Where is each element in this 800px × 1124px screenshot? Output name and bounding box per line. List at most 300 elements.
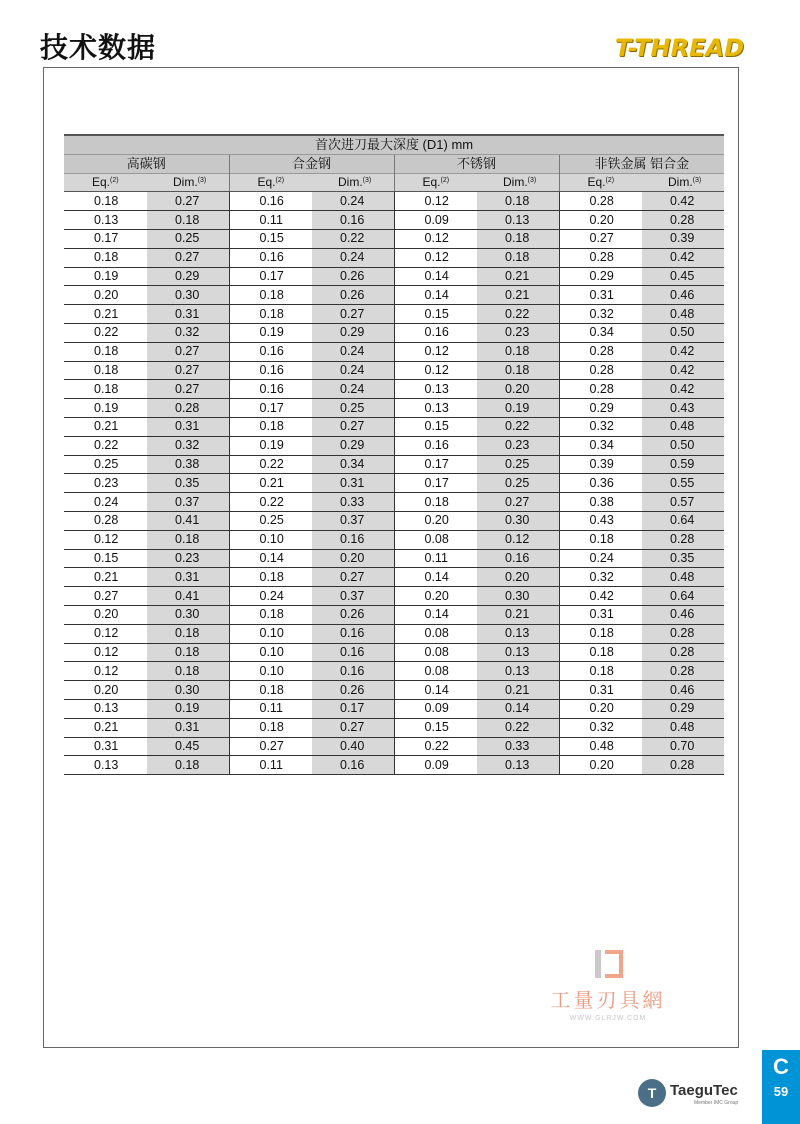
table-row (64, 436, 724, 455)
dim-cell: 0.16 (312, 756, 394, 775)
dim-cell: 0.30 (147, 681, 229, 700)
eq-cell: 0.17 (64, 229, 147, 248)
eq-cell: 0.22 (394, 737, 477, 756)
eq-cell: 0.16 (229, 342, 312, 361)
eq-cell: 0.16 (229, 192, 312, 211)
taegutec-emblem-icon: T (638, 1079, 666, 1107)
table-row (64, 662, 724, 681)
table-row (64, 681, 724, 700)
eq-note: (2) (275, 176, 285, 184)
watermark-url: WWW.GLRJW.COM (569, 1015, 647, 1022)
eq-cell: 0.27 (64, 587, 147, 606)
dim-cell: 0.27 (147, 248, 229, 267)
material-header: 合金钢 (229, 154, 394, 173)
table-row (64, 737, 724, 756)
eq-cell: 0.32 (559, 568, 642, 587)
table-row (64, 624, 724, 643)
dim-cell: 0.64 (642, 587, 724, 606)
dim-cell: 0.42 (642, 248, 724, 267)
eq-cell: 0.10 (229, 662, 312, 681)
eq-cell: 0.14 (394, 267, 477, 286)
eq-note: (2) (605, 176, 615, 184)
dim-cell: 0.30 (477, 587, 559, 606)
dim-cell: 0.32 (147, 323, 229, 342)
material-header: 非铁金属 铝合金 (559, 154, 724, 173)
eq-cell: 0.09 (394, 699, 477, 718)
depth-table (64, 134, 724, 775)
dim-cell: 0.18 (147, 624, 229, 643)
dim-cell: 0.23 (477, 436, 559, 455)
eq-cell: 0.31 (559, 286, 642, 305)
table-row (64, 417, 724, 436)
dim-cell: 0.26 (312, 681, 394, 700)
eq-cell: 0.13 (394, 399, 477, 418)
eq-subheader (394, 173, 477, 192)
eq-cell: 0.08 (394, 662, 477, 681)
table-row (64, 455, 724, 474)
table-row (64, 605, 724, 624)
eq-cell: 0.20 (559, 211, 642, 230)
eq-cell: 0.18 (559, 530, 642, 549)
eq-cell: 0.16 (394, 436, 477, 455)
eq-cell: 0.20 (394, 587, 477, 606)
dim-cell: 0.42 (642, 342, 724, 361)
eq-subheader (229, 173, 312, 192)
eq-cell: 0.14 (229, 549, 312, 568)
eq-cell: 0.28 (559, 342, 642, 361)
dim-subheader (312, 173, 394, 192)
table-row (64, 718, 724, 737)
material-header: 高碳钢 (64, 154, 229, 173)
eq-cell: 0.24 (229, 587, 312, 606)
table-row (64, 211, 724, 230)
dim-cell: 0.33 (477, 737, 559, 756)
dim-cell: 0.18 (147, 211, 229, 230)
dim-cell: 0.27 (147, 192, 229, 211)
eq-cell: 0.18 (559, 624, 642, 643)
eq-cell: 0.18 (64, 342, 147, 361)
page-title: 技术数据 (40, 31, 157, 64)
eq-cell: 0.27 (229, 737, 312, 756)
table-row (64, 530, 724, 549)
eq-cell: 0.12 (394, 192, 477, 211)
dim-cell: 0.21 (477, 605, 559, 624)
dim-cell: 0.28 (642, 643, 724, 662)
dim-cell: 0.22 (477, 718, 559, 737)
eq-cell: 0.12 (64, 624, 147, 643)
eq-cell: 0.48 (559, 737, 642, 756)
eq-cell: 0.18 (229, 568, 312, 587)
dim-cell: 0.29 (312, 436, 394, 455)
page-number: 59 (773, 1084, 789, 1099)
dim-cell: 0.25 (147, 229, 229, 248)
table-row (64, 511, 724, 530)
watermark-name: 工量刃具網 (550, 988, 666, 1012)
eq-cell: 0.23 (64, 474, 147, 493)
eq-cell: 0.21 (64, 417, 147, 436)
eq-cell: 0.21 (229, 474, 312, 493)
eq-cell: 0.14 (394, 568, 477, 587)
dim-label: Dim. (668, 174, 693, 189)
taegutec-subtitle: Member IMC Group (694, 1100, 739, 1106)
dim-cell: 0.42 (642, 380, 724, 399)
eq-cell: 0.19 (229, 323, 312, 342)
eq-cell: 0.24 (64, 493, 147, 512)
dim-label: Dim. (503, 174, 528, 189)
eq-cell: 0.24 (559, 549, 642, 568)
dim-cell: 0.20 (312, 549, 394, 568)
eq-cell: 0.21 (64, 718, 147, 737)
dim-cell: 0.29 (147, 267, 229, 286)
dim-cell: 0.16 (312, 530, 394, 549)
table-row (64, 305, 724, 324)
dim-cell: 0.26 (312, 605, 394, 624)
eq-cell: 0.39 (559, 455, 642, 474)
dim-cell: 0.48 (642, 718, 724, 737)
eq-cell: 0.10 (229, 624, 312, 643)
dim-cell: 0.31 (147, 417, 229, 436)
dim-cell: 0.42 (642, 192, 724, 211)
table-row (64, 342, 724, 361)
eq-cell: 0.18 (394, 493, 477, 512)
dim-cell: 0.20 (477, 380, 559, 399)
dim-cell: 0.18 (147, 530, 229, 549)
dim-cell: 0.31 (147, 568, 229, 587)
eq-cell: 0.20 (394, 511, 477, 530)
table-caption: 首次进刀最大深度 (D1) mm (64, 135, 724, 154)
dim-cell: 0.35 (147, 474, 229, 493)
eq-cell: 0.18 (559, 662, 642, 681)
eq-cell: 0.09 (394, 756, 477, 775)
dim-cell: 0.22 (477, 305, 559, 324)
eq-note: (2) (440, 176, 450, 184)
eq-cell: 0.18 (64, 361, 147, 380)
dim-cell: 0.26 (312, 286, 394, 305)
dim-cell: 0.14 (477, 699, 559, 718)
dim-cell: 0.27 (312, 417, 394, 436)
dim-cell: 0.59 (642, 455, 724, 474)
dim-cell: 0.13 (477, 756, 559, 775)
eq-cell: 0.18 (64, 380, 147, 399)
eq-cell: 0.16 (229, 361, 312, 380)
eq-cell: 0.20 (64, 681, 147, 700)
table-row (64, 399, 724, 418)
eq-cell: 0.08 (394, 643, 477, 662)
dim-cell: 0.45 (642, 267, 724, 286)
dim-cell: 0.22 (312, 229, 394, 248)
dim-cell: 0.31 (147, 305, 229, 324)
table-row (64, 493, 724, 512)
dim-cell: 0.22 (477, 417, 559, 436)
eq-cell: 0.16 (229, 380, 312, 399)
eq-cell: 0.09 (394, 211, 477, 230)
dim-cell: 0.40 (312, 737, 394, 756)
dim-cell: 0.23 (147, 549, 229, 568)
eq-cell: 0.27 (559, 229, 642, 248)
eq-cell: 0.36 (559, 474, 642, 493)
eq-cell: 0.12 (394, 229, 477, 248)
table-row (64, 286, 724, 305)
eq-cell: 0.28 (559, 192, 642, 211)
dim-cell: 0.17 (312, 699, 394, 718)
table-row (64, 192, 724, 211)
dim-cell: 0.18 (477, 192, 559, 211)
eq-cell: 0.12 (64, 662, 147, 681)
dim-cell: 0.23 (477, 323, 559, 342)
eq-cell: 0.43 (559, 511, 642, 530)
dim-cell: 0.41 (147, 511, 229, 530)
eq-cell: 0.20 (559, 699, 642, 718)
taegutec-logo (638, 1076, 738, 1110)
eq-cell: 0.12 (64, 530, 147, 549)
dim-cell: 0.18 (147, 662, 229, 681)
table-row (64, 587, 724, 606)
eq-cell: 0.18 (229, 305, 312, 324)
eq-cell: 0.14 (394, 605, 477, 624)
eq-cell: 0.38 (559, 493, 642, 512)
eq-cell: 0.15 (394, 305, 477, 324)
dim-cell: 0.46 (642, 286, 724, 305)
dim-cell: 0.43 (642, 399, 724, 418)
dim-cell: 0.18 (477, 342, 559, 361)
eq-cell: 0.11 (229, 211, 312, 230)
eq-cell: 0.11 (394, 549, 477, 568)
section-tab (762, 1050, 800, 1124)
dim-subheader (147, 173, 229, 192)
dim-cell: 0.21 (477, 267, 559, 286)
eq-cell: 0.18 (64, 248, 147, 267)
eq-cell: 0.13 (64, 211, 147, 230)
dim-cell: 0.37 (312, 587, 394, 606)
dim-cell: 0.38 (147, 455, 229, 474)
eq-cell: 0.12 (64, 643, 147, 662)
eq-cell: 0.10 (229, 530, 312, 549)
eq-cell: 0.18 (229, 286, 312, 305)
dim-cell: 0.12 (477, 530, 559, 549)
eq-cell: 0.13 (64, 756, 147, 775)
table-row (64, 568, 724, 587)
eq-cell: 0.25 (64, 455, 147, 474)
eq-cell: 0.08 (394, 624, 477, 643)
dim-cell: 0.26 (312, 267, 394, 286)
eq-cell: 0.18 (64, 192, 147, 211)
section-letter: C (773, 1054, 789, 1079)
dim-note: (3) (197, 176, 207, 184)
dim-cell: 0.16 (312, 662, 394, 681)
dim-cell: 0.13 (477, 211, 559, 230)
eq-cell: 0.11 (229, 756, 312, 775)
dim-cell: 0.31 (147, 718, 229, 737)
dim-cell: 0.33 (312, 493, 394, 512)
dim-cell: 0.27 (147, 342, 229, 361)
eq-cell: 0.15 (394, 718, 477, 737)
eq-cell: 0.14 (394, 286, 477, 305)
dim-subheader (642, 173, 724, 192)
eq-cell: 0.25 (229, 511, 312, 530)
dim-cell: 0.13 (477, 624, 559, 643)
eq-cell: 0.15 (229, 229, 312, 248)
eq-cell: 0.32 (559, 718, 642, 737)
dim-cell: 0.28 (642, 756, 724, 775)
dim-cell: 0.39 (642, 229, 724, 248)
eq-cell: 0.22 (229, 493, 312, 512)
dim-cell: 0.28 (642, 211, 724, 230)
dim-cell: 0.41 (147, 587, 229, 606)
eq-cell: 0.12 (394, 361, 477, 380)
eq-cell: 0.12 (394, 342, 477, 361)
dim-cell: 0.13 (477, 662, 559, 681)
eq-cell: 0.08 (394, 530, 477, 549)
watermark (538, 950, 678, 1022)
eq-cell: 0.20 (64, 286, 147, 305)
eq-cell: 0.28 (559, 361, 642, 380)
eq-label: Eq. (92, 174, 111, 189)
dim-note: (3) (362, 176, 372, 184)
eq-cell: 0.11 (229, 699, 312, 718)
eq-label: Eq. (422, 174, 441, 189)
eq-cell: 0.15 (64, 549, 147, 568)
table-row (64, 361, 724, 380)
dim-cell: 0.48 (642, 568, 724, 587)
eq-cell: 0.19 (229, 436, 312, 455)
dim-cell: 0.16 (312, 624, 394, 643)
eq-label: Eq. (257, 174, 276, 189)
eq-cell: 0.28 (64, 511, 147, 530)
eq-cell: 0.31 (559, 681, 642, 700)
dim-cell: 0.27 (147, 380, 229, 399)
dim-cell: 0.46 (642, 605, 724, 624)
dim-cell: 0.50 (642, 436, 724, 455)
dim-cell: 0.16 (312, 211, 394, 230)
dim-cell: 0.18 (147, 756, 229, 775)
table-row (64, 549, 724, 568)
eq-cell: 0.34 (559, 436, 642, 455)
dim-cell: 0.28 (642, 530, 724, 549)
eq-cell: 0.18 (229, 605, 312, 624)
dim-cell: 0.20 (477, 568, 559, 587)
dim-cell: 0.27 (312, 305, 394, 324)
dim-cell: 0.19 (477, 399, 559, 418)
material-header: 不锈钢 (394, 154, 559, 173)
dim-cell: 0.18 (147, 643, 229, 662)
table-row (64, 380, 724, 399)
dim-cell: 0.64 (642, 511, 724, 530)
dim-cell: 0.30 (147, 605, 229, 624)
eq-cell: 0.34 (559, 323, 642, 342)
dim-label: Dim. (338, 174, 363, 189)
eq-cell: 0.15 (394, 417, 477, 436)
eq-cell: 0.32 (559, 417, 642, 436)
brand-logo: T-THREAD (614, 34, 744, 62)
dim-cell: 0.35 (642, 549, 724, 568)
dim-cell: 0.13 (477, 643, 559, 662)
eq-cell: 0.20 (64, 605, 147, 624)
dim-cell: 0.29 (312, 323, 394, 342)
dim-cell: 0.48 (642, 417, 724, 436)
eq-cell: 0.13 (64, 699, 147, 718)
eq-cell: 0.22 (64, 323, 147, 342)
dim-cell: 0.28 (642, 624, 724, 643)
eq-subheader (64, 173, 147, 192)
eq-cell: 0.28 (559, 248, 642, 267)
table-row (64, 229, 724, 248)
eq-label: Eq. (587, 174, 606, 189)
eq-cell: 0.22 (229, 455, 312, 474)
eq-cell: 0.17 (229, 399, 312, 418)
dim-cell: 0.19 (147, 699, 229, 718)
dim-cell: 0.24 (312, 380, 394, 399)
dim-cell: 0.70 (642, 737, 724, 756)
eq-cell: 0.32 (559, 305, 642, 324)
dim-cell: 0.30 (147, 286, 229, 305)
dim-cell: 0.24 (312, 248, 394, 267)
dim-cell: 0.34 (312, 455, 394, 474)
eq-cell: 0.14 (394, 681, 477, 700)
dim-cell: 0.21 (477, 286, 559, 305)
eq-cell: 0.19 (64, 399, 147, 418)
eq-cell: 0.22 (64, 436, 147, 455)
dim-cell: 0.21 (477, 681, 559, 700)
taegutec-name: TaeguTec (670, 1082, 738, 1099)
dim-cell: 0.57 (642, 493, 724, 512)
dim-note: (3) (692, 176, 702, 184)
eq-cell: 0.29 (559, 399, 642, 418)
table-row (64, 756, 724, 775)
table-row (64, 643, 724, 662)
dim-cell: 0.25 (312, 399, 394, 418)
dim-cell: 0.27 (312, 718, 394, 737)
dim-cell: 0.45 (147, 737, 229, 756)
eq-cell: 0.31 (64, 737, 147, 756)
dim-cell: 0.27 (477, 493, 559, 512)
dim-cell: 0.28 (642, 662, 724, 681)
eq-cell: 0.13 (394, 380, 477, 399)
eq-cell: 0.42 (559, 587, 642, 606)
eq-cell: 0.21 (64, 568, 147, 587)
eq-cell: 0.10 (229, 643, 312, 662)
dim-cell: 0.37 (312, 511, 394, 530)
dim-cell: 0.48 (642, 305, 724, 324)
dim-subheader (477, 173, 559, 192)
table-row (64, 248, 724, 267)
dim-cell: 0.25 (477, 474, 559, 493)
dim-cell: 0.24 (312, 361, 394, 380)
dim-cell: 0.24 (312, 342, 394, 361)
eq-cell: 0.17 (394, 455, 477, 474)
table-row (64, 323, 724, 342)
dim-cell: 0.46 (642, 681, 724, 700)
dim-label: Dim. (173, 174, 198, 189)
eq-cell: 0.20 (559, 756, 642, 775)
dim-cell: 0.27 (147, 361, 229, 380)
dim-cell: 0.18 (477, 229, 559, 248)
eq-cell: 0.29 (559, 267, 642, 286)
eq-note: (2) (110, 176, 119, 184)
eq-cell: 0.28 (559, 380, 642, 399)
watermark-logo-icon (591, 950, 625, 980)
dim-cell: 0.24 (312, 192, 394, 211)
eq-cell: 0.31 (559, 605, 642, 624)
dim-cell: 0.18 (477, 248, 559, 267)
dim-cell: 0.31 (312, 474, 394, 493)
dim-cell: 0.28 (147, 399, 229, 418)
eq-cell: 0.17 (394, 474, 477, 493)
dim-cell: 0.30 (477, 511, 559, 530)
eq-cell: 0.18 (229, 718, 312, 737)
table-row (64, 474, 724, 493)
table-row (64, 267, 724, 286)
dim-cell: 0.32 (147, 436, 229, 455)
